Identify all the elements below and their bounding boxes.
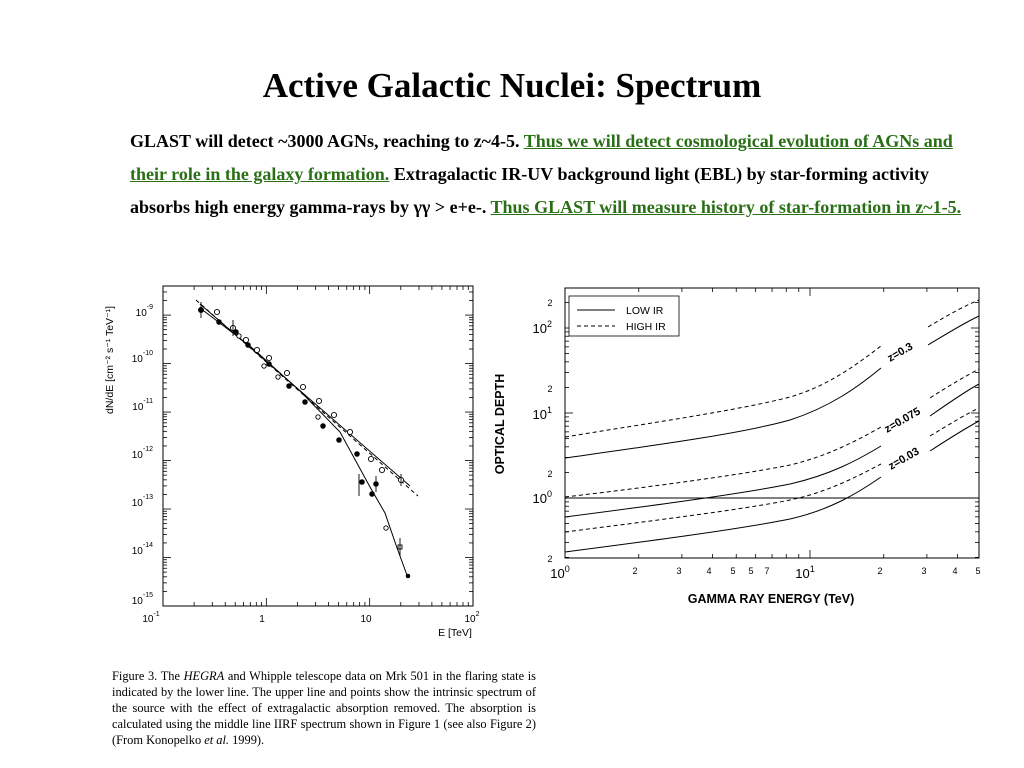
spectrum-plot-frame [163, 286, 473, 606]
spectrum-y-label: dN/dE [cm⁻² s⁻¹ TeV⁻¹] [104, 305, 116, 415]
y-tick-label: 2 [547, 298, 553, 308]
y-tick-label: $10^{-9}$ [135, 304, 153, 319]
data-point [368, 456, 373, 461]
x-tick-label: 7 [764, 566, 770, 576]
z-0.03-low-ir-tail [930, 421, 979, 451]
y-minor-labels [547, 298, 552, 564]
z-0.3-label: z=0.3 [885, 340, 916, 365]
y-tick-labels [132, 304, 153, 607]
figure-caption [112, 668, 536, 748]
filled-data-points [199, 308, 410, 578]
x-tick-label: 4 [706, 566, 712, 576]
y-tick-label: $10^{-12}$ [131, 446, 153, 461]
spectrum-plot-ticks [163, 286, 473, 606]
intro-paragraph [130, 125, 970, 224]
z-0.3-high-ir [565, 346, 881, 437]
x-major-labels [550, 564, 814, 581]
y-tick-label: $10^{-15}$ [131, 592, 153, 607]
caption-body: and Whipple telescope data on Mrk 501 in the flaring state is indicated by the lower line. The upper line and points show the intrinsic spectrum of the source with the effect of extragalactic absorption removed. The absorption is calculated using the middle line IIRF spectrum shown in Figure 1 (see also Figure 2) (From Konopelko [112, 669, 536, 747]
data-point [331, 412, 336, 417]
data-point [266, 355, 271, 360]
z-0.075-high-ir-tail [930, 369, 979, 398]
gamma-gamma: γγ [413, 197, 431, 217]
x-tick-label: $10^{-1}$ [142, 611, 160, 625]
data-point [214, 309, 219, 314]
y-tick-label: 2 [547, 384, 553, 394]
x-tick-label: 3 [921, 566, 927, 576]
x-tick-label: 5 [975, 566, 981, 576]
data-point [234, 330, 239, 335]
data-point [276, 375, 280, 379]
x-tick-label: 1 [259, 614, 265, 625]
z-0.03-curves [565, 408, 979, 552]
intrinsic-spectrum-fit-line [200, 304, 410, 486]
caption-suffix: 1999). [229, 733, 265, 747]
x-tick-labels [142, 611, 479, 625]
curve-labels [883, 341, 923, 473]
caption-etal: et al. [204, 733, 230, 747]
data-point [267, 362, 272, 367]
z-0.075-low-ir-tail [930, 384, 979, 416]
data-point [287, 384, 292, 389]
x-tick-label: $10^1$ [795, 564, 815, 581]
data-point [347, 429, 352, 434]
data-point [316, 415, 320, 419]
y-tick-label: $10^{-14}$ [131, 542, 153, 557]
data-point [237, 334, 241, 338]
z-0.075-high-ir [565, 427, 881, 497]
data-point [370, 492, 375, 497]
para-text-1: GLAST will detect ~3000 AGNs, reaching to z~4-5. [130, 131, 524, 151]
y-tick-label: 2 [547, 469, 553, 479]
z-0.3-high-ir-tail [928, 300, 979, 327]
y-tick-label: $10^{-13}$ [131, 494, 153, 509]
x-tick-label: 4 [952, 566, 958, 576]
y-tick-label: $10^1$ [532, 405, 552, 422]
z-0.03-high-ir-tail [930, 408, 979, 436]
data-point [360, 480, 365, 485]
spectrum-plot [95, 278, 490, 643]
z-0.075-label: z=0.075 [882, 405, 923, 436]
optical-depth-x-label: GAMMA RAY ENERGY (TeV) [687, 592, 855, 606]
caption-prefix: Figure 3. The [112, 669, 184, 683]
data-point [246, 343, 251, 348]
data-point [217, 320, 222, 325]
caption-hegra: HEGRA [183, 669, 225, 683]
x-tick-label: 3 [676, 566, 682, 576]
x-tick-label: 5 [730, 566, 736, 576]
y-tick-label: $10^0$ [532, 489, 552, 506]
data-point [337, 438, 342, 443]
data-point [316, 398, 321, 403]
z-0.075-low-ir [565, 446, 881, 517]
data-point [243, 337, 248, 342]
y-tick-label: $10^{-11}$ [132, 398, 153, 413]
z-0.03-low-ir [565, 477, 881, 552]
legend-high-ir: HIGH IR [626, 321, 666, 333]
error-bars [201, 302, 401, 556]
y-tick-label: $10^2$ [532, 319, 552, 336]
legend [569, 296, 679, 336]
observed-spectrum-line [200, 308, 408, 578]
data-point [254, 347, 259, 352]
open-data-points [214, 309, 403, 549]
data-point [262, 364, 266, 368]
data-point [303, 400, 308, 405]
y-tick-label: $10^{-10}$ [131, 350, 153, 365]
data-point [406, 574, 410, 578]
x-tick-label: $10^0$ [550, 564, 570, 581]
para-text-3: > e+e-. [430, 197, 491, 217]
x-tick-label: 5 [748, 566, 754, 576]
link-star-formation-history[interactable]: Thus GLAST will measure history of star-formation in z~1-5. [490, 197, 962, 217]
optical-depth-plot [485, 278, 995, 610]
link-cosmological-evolution[interactable]: Thus we will detect cosmological evolution of AGNs and their role in the galaxy formation. [130, 131, 953, 184]
z-0.3-low-ir-tail [928, 316, 979, 345]
para-text-2: Extragalactic IR-UV background light (EBL) by star-forming activity absorbs high energy gamma-rays by [130, 164, 929, 217]
z-0.03-label: z=0.03 [886, 445, 922, 473]
x-tick-label: 2 [632, 566, 638, 576]
slide-title: Active Galactic Nuclei: Spectrum [262, 66, 762, 105]
data-point [355, 452, 360, 457]
optical-depth-y-label: OPTICAL DEPTH [493, 373, 507, 475]
x-tick-label: $10^2$ [464, 611, 480, 625]
spectrum-x-label: E [TeV] [438, 627, 472, 639]
x-tick-label: 10 [360, 614, 372, 625]
data-point [284, 370, 289, 375]
z-0.075-curves [565, 369, 979, 517]
x-tick-label: 2 [877, 566, 883, 576]
data-point [321, 424, 326, 429]
data-point [384, 526, 388, 530]
z-0.3-low-ir [565, 368, 881, 458]
data-point [300, 384, 305, 389]
y-tick-label: 2 [547, 554, 553, 564]
data-point [379, 467, 384, 472]
legend-low-ir: LOW IR [626, 305, 664, 317]
